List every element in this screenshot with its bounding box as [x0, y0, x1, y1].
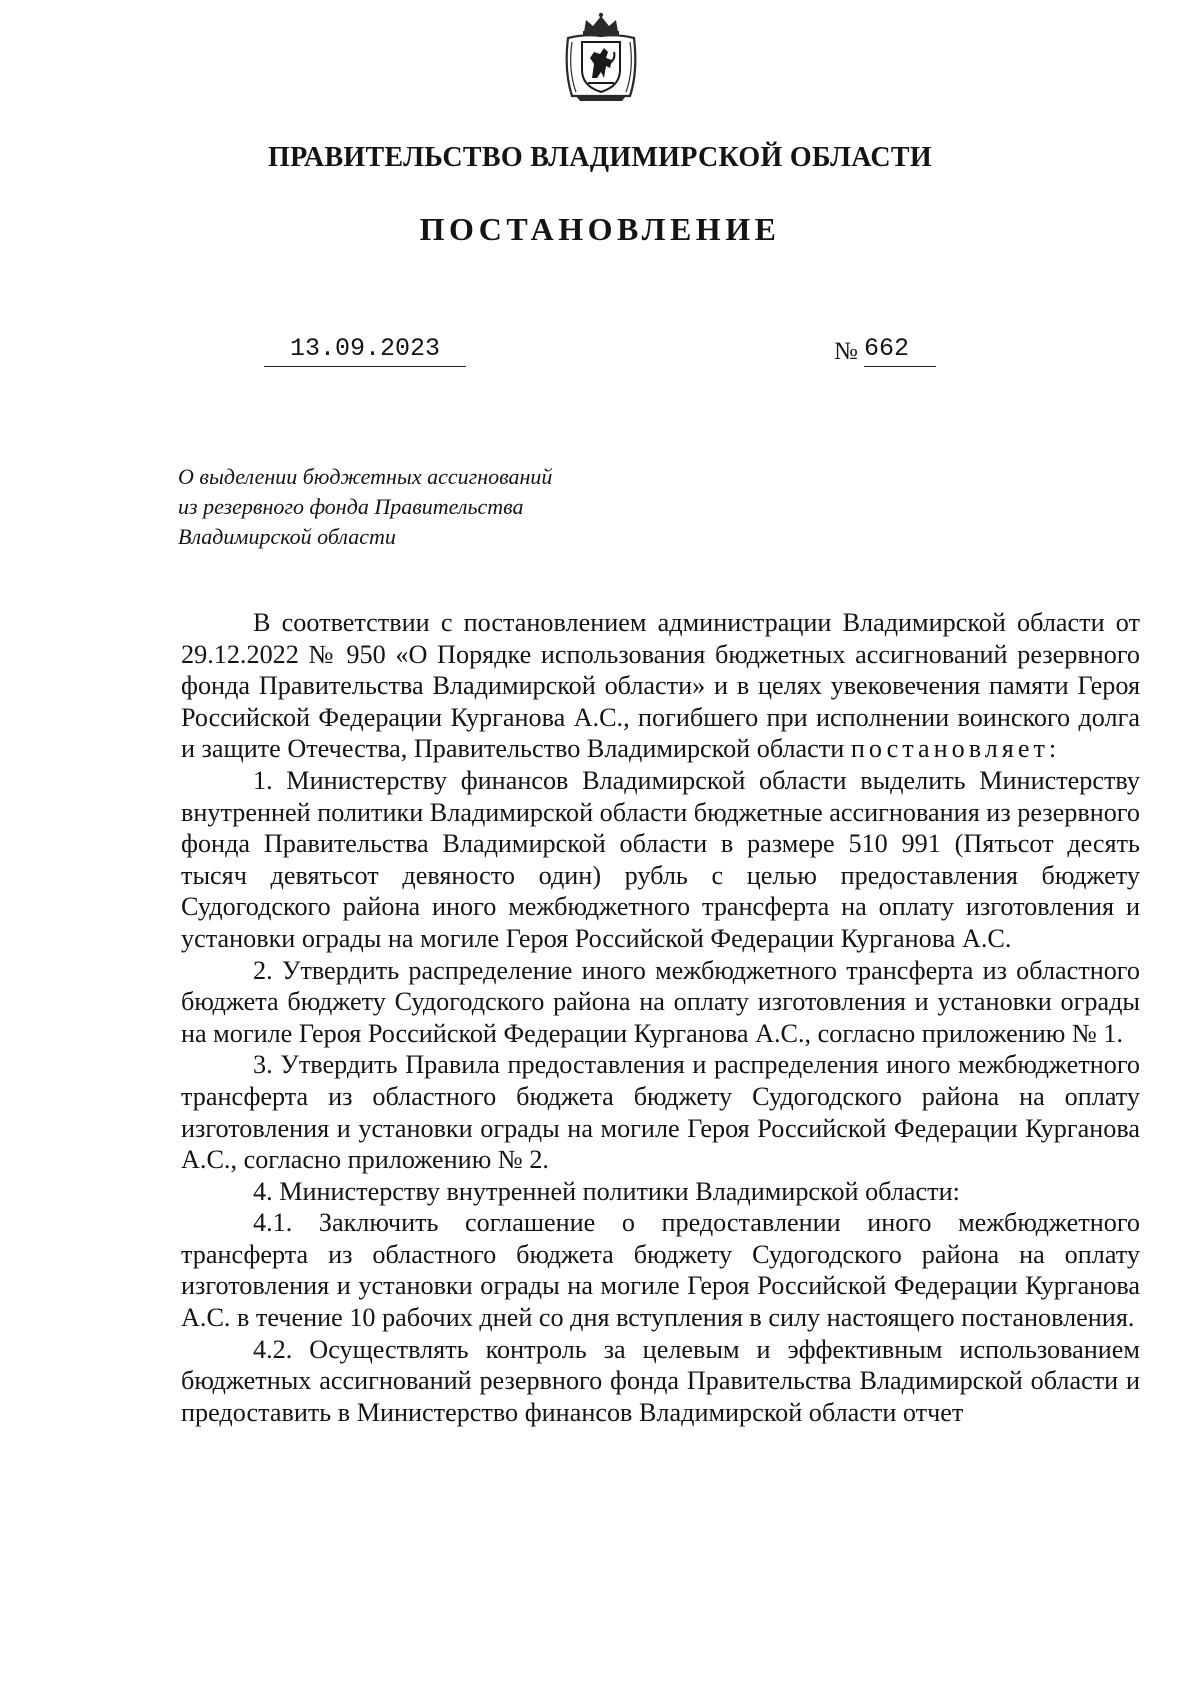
- preamble-paragraph: [181, 607, 1140, 765]
- paragraph-4: 4. Министерству внутренней политики Владимирской области:: [253, 1176, 960, 1206]
- coat-of-arms-icon: [562, 12, 640, 102]
- number-sign: №: [834, 338, 858, 365]
- document-subject: [178, 462, 638, 552]
- preamble-colon: :: [1048, 734, 1057, 764]
- paragraph-1: 1. Министерству финансов Владимирской области выделить Министерству внутренней политики Владимирской области бюджетные ассигнования из резервного фонда Правительства Владимирской области в размере 510 991 (Пятьсот десять тысяч девятьсот девяносто один) рубль с целью предоставления бюджету Судогодского района иного межбюджетного трансферта на оплату изготовления и установки ограды на могиле Героя Российской Федерации Курганова А.С.: [181, 765, 1140, 953]
- organization-title: ПРАВИТЕЛЬСТВО ВЛАДИМИРСКОЙ ОБЛАСТИ: [268, 142, 932, 173]
- preamble-verb: постановляет: [850, 734, 1049, 764]
- document-number: 662: [864, 334, 936, 367]
- document-body: [181, 607, 1140, 1428]
- subject-line: из резервного фонда Правительства: [178, 494, 524, 519]
- preamble-text: В соответствии с постановлением администрации Владимирской области от 29.12.2022 № 950 «О Порядке использования бюджетных ассигнований резервного фонда Правительства Владимирской области» и в целях увековечения памяти Героя Российской Федерации Курганова А.С., погибшего при исполнении воинского долга и защите Отечества, Правительство Владимирской области: [181, 608, 1140, 764]
- paragraph-2: 2. Утвердить распределение иного межбюджетного трансферта из областного бюджета бюджету Судогодского района на оплату изготовления и установки ограды на могиле Героя Российской Федерации Курганова А.С., согласно приложению № 1.: [181, 955, 1140, 1048]
- subject-line: Владимирской области: [178, 524, 396, 549]
- paragraph-4-1: 4.1. Заключить соглашение о предоставлении иного межбюджетного трансферта из областного бюджета бюджету Судогодского района на оплату изготовления и установки ограды на могиле Героя Российской Федерации Курганова А.С. в течение 10 рабочих дней со дня вступления в силу настоящего постановления.: [181, 1208, 1140, 1333]
- subject-line: О выделении бюджетных ассигнований: [178, 464, 553, 489]
- paragraph-4-2: 4.2. Осуществлять контроль за целевым и эффективным использованием бюджетных ассигнований резервного фонда Правительства Владимирской области и предоставить в Министерство финансов Владимирской области отчет: [181, 1334, 1140, 1427]
- document-date: 13.09.2023: [264, 334, 466, 367]
- document-type-title: ПОСТАНОВЛЕНИЕ: [419, 211, 781, 247]
- paragraph-3: 3. Утвердить Правила предоставления и распределения иного межбюджетного трансферта из областного бюджета бюджету Судогодского района на оплату изготовления и установки ограды на могиле Героя Российской Федерации Курганова А.С., согласно приложению № 2.: [181, 1050, 1140, 1175]
